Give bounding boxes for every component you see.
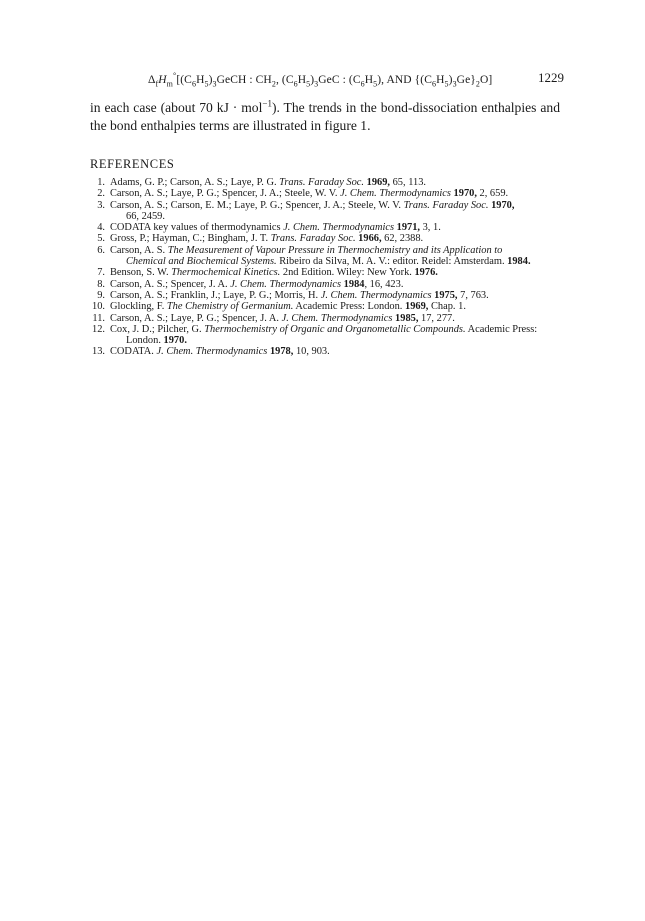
- reference-item: [90, 290, 572, 301]
- reference-volume: 66, 2459.: [126, 210, 165, 222]
- reference-year: 1969,: [366, 177, 391, 188]
- reference-authors: Carson, A. S.; Laye, P. G.; Spencer, J. A.: [110, 312, 282, 324]
- reference-number: 7.: [97, 267, 105, 279]
- page-number: 1229: [538, 70, 564, 85]
- header-h: H: [158, 74, 167, 86]
- reference-authors: CODATA.: [110, 346, 157, 358]
- reference-number: 9.: [97, 289, 105, 301]
- header-sub: 5: [444, 79, 449, 89]
- reference-number: 1.: [97, 177, 105, 188]
- reference-year: 1970,: [491, 199, 515, 211]
- reference-authors: Carson, A. S.; Laye, P. G.; Spencer, J. A.; Steele, W. V.: [110, 188, 341, 200]
- header-sub-m: m: [166, 79, 173, 89]
- reference-text: [110, 346, 572, 357]
- header-sub: 6: [191, 79, 197, 89]
- reference-authors: Carson, A. S.: [110, 244, 168, 256]
- reference-title: Trans. Faraday Soc.: [403, 199, 489, 211]
- reference-title: Chemical and Biochemical Systems.: [126, 256, 277, 268]
- reference-year: 1985,: [395, 312, 419, 324]
- delta-symbol: Δ: [148, 74, 156, 86]
- header-sub: 3: [212, 79, 217, 89]
- references-list: [90, 177, 572, 358]
- reference-authors: Cox, J. D.; Pilcher, G.: [110, 323, 205, 335]
- reference-volume: , 16, 423.: [364, 278, 404, 290]
- reference-title: The Measurement of Vapour Pressure in Thermochemistry and its Application to: [167, 244, 503, 256]
- header-text: ): [208, 74, 213, 86]
- header-text: ): [310, 74, 315, 86]
- header-text: ), AND {(C: [377, 74, 432, 86]
- header-text: (C: [180, 74, 192, 86]
- reference-year: 1971,: [396, 222, 421, 234]
- reference-number: 2.: [97, 188, 105, 200]
- reference-volume: 7, 763.: [457, 289, 489, 301]
- reference-number: 3.: [97, 199, 105, 211]
- reference-authors: Glockling, F.: [110, 301, 167, 313]
- reference-item: [90, 200, 572, 223]
- header-bracket: [: [176, 74, 181, 86]
- reference-year: 1966,: [358, 233, 382, 245]
- reference-volume: 2nd Edition. Wiley: New York.: [280, 267, 415, 279]
- reference-number: 8.: [97, 278, 105, 290]
- reference-text: [110, 222, 572, 233]
- reference-title: Thermochemistry of Organic and Organometallic Compounds.: [204, 323, 466, 335]
- reference-text: [110, 301, 572, 312]
- reference-volume: 10, 903.: [293, 346, 330, 358]
- reference-text: [110, 267, 572, 278]
- header-sup-o: °: [173, 71, 177, 81]
- reference-number: 12.: [92, 323, 105, 335]
- reference-number: 6.: [97, 244, 105, 256]
- reference-text: [110, 245, 572, 256]
- reference-year: 1978,: [269, 346, 294, 358]
- header-sub: 5: [204, 79, 209, 89]
- reference-item: [90, 313, 572, 324]
- reference-publisher: London.: [126, 335, 164, 347]
- reference-item: [90, 324, 572, 347]
- header-sub: 3: [314, 79, 319, 89]
- reference-authors: Benson, S. W.: [110, 267, 172, 279]
- reference-volume: Chap. 1.: [428, 301, 466, 313]
- reference-text: [110, 177, 572, 188]
- running-head: [148, 72, 568, 88]
- reference-authors: Carson, A. S.; Franklin, J.; Laye, P. G.; Morris, H.: [110, 289, 321, 301]
- header-sub: 6: [293, 79, 298, 89]
- reference-number: 5.: [97, 233, 105, 245]
- reference-year: 1984: [343, 278, 365, 290]
- reference-number: 11.: [92, 312, 105, 324]
- header-text: ): [448, 74, 453, 86]
- reference-authors: Carson, A. S.; Carson, E. M.; Laye, P. G.; Spencer, J. A.; Steele, W. V.: [110, 199, 404, 211]
- reference-title: J. Chem. Thermodynamics: [340, 188, 451, 200]
- header-text: H: [297, 74, 307, 86]
- reference-title: J. Chem. Thermodynamics: [156, 346, 268, 358]
- reference-title: J. Chem. Thermodynamics: [281, 312, 393, 324]
- header-text: GeCH : CH: [216, 74, 272, 86]
- header-sub: 5: [373, 79, 378, 89]
- reference-title: The Chemistry of Germanium.: [166, 301, 294, 313]
- reference-authors: CODATA key values of thermodynamics: [110, 222, 284, 234]
- reference-volume: 3, 1.: [420, 222, 441, 234]
- reference-year: 1984.: [507, 256, 531, 268]
- reference-item: [90, 301, 572, 312]
- reference-text: [110, 279, 572, 290]
- reference-item: [90, 245, 572, 268]
- header-text: Ge}: [456, 74, 476, 86]
- reference-authors: Carson, A. S.; Spencer, J. A.: [110, 278, 231, 290]
- reference-year: 1970,: [453, 188, 477, 200]
- paragraph-text: ). The trends in the bond-dissociation enthalpies and the bond enthalpies terms are illustrated in figure 1.: [90, 100, 560, 133]
- reference-authors: Gross, P.; Hayman, C.; Bingham, J. T.: [110, 233, 271, 245]
- reference-item: [90, 233, 572, 244]
- header-text: H: [436, 74, 445, 86]
- paragraph: [90, 99, 560, 135]
- reference-volume: 17, 277.: [418, 312, 455, 324]
- reference-item: [90, 346, 572, 357]
- reference-item: [90, 188, 572, 199]
- header-sub: 5: [306, 79, 311, 89]
- reference-title: Trans. Faraday Soc.: [270, 233, 356, 245]
- reference-text: [110, 188, 572, 199]
- reference-volume: 2, 659.: [476, 188, 509, 200]
- header-text: H: [364, 74, 374, 86]
- reference-continuation: [110, 211, 572, 222]
- reference-title: Thermochemical Kinetics.: [171, 267, 281, 279]
- header-sub: 6: [432, 79, 437, 89]
- body-paragraph: [90, 99, 560, 135]
- reference-year: 1970.: [163, 335, 187, 347]
- reference-authors: Adams, G. P.; Carson, A. S.; Laye, P. G.: [110, 177, 280, 188]
- header-sub: 2: [271, 79, 276, 89]
- reference-year: 1976.: [414, 267, 438, 279]
- reference-volume: 62, 2388.: [381, 233, 424, 245]
- reference-number: 10.: [92, 301, 105, 313]
- reference-item: [90, 279, 572, 290]
- reference-number: 4.: [97, 222, 105, 234]
- reference-publisher: Ribeiro da Silva, M. A. V.: editor. Reidel: Amsterdam.: [276, 256, 508, 268]
- header-text: H: [196, 74, 205, 86]
- reference-text: [110, 233, 572, 244]
- header-sub: 3: [452, 79, 457, 89]
- reference-continuation: [110, 335, 572, 346]
- header-sub: 2: [475, 79, 481, 89]
- reference-text: [110, 290, 572, 301]
- reference-volume: Academic Press:: [465, 323, 538, 335]
- reference-volume: 65, 113.: [390, 177, 426, 188]
- reference-title: J. Chem. Thermodynamics: [320, 289, 432, 301]
- reference-text: [110, 200, 572, 211]
- header-text: GeC : (C: [318, 74, 361, 86]
- references-heading: REFERENCES: [90, 157, 175, 171]
- reference-volume: Academic Press: London.: [293, 301, 406, 313]
- reference-continuation: [110, 256, 572, 267]
- reference-title: J. Chem. Thermodynamics: [230, 278, 342, 290]
- header-text: O]: [480, 74, 493, 86]
- reference-text: [110, 313, 572, 324]
- reference-year: 1969,: [405, 301, 429, 313]
- reference-text: [110, 324, 572, 335]
- header-sub-f: f: [155, 79, 159, 89]
- header-sub: 6: [360, 79, 365, 89]
- header-text: , (C: [275, 74, 294, 86]
- reference-number: 13.: [92, 346, 105, 358]
- paragraph-text: in each case (about 70 kJ · mol: [90, 100, 263, 115]
- reference-title: J. Chem. Thermodynamics: [283, 222, 395, 234]
- reference-year: 1975,: [434, 289, 458, 301]
- reference-title: Trans. Faraday Soc.: [279, 177, 365, 188]
- reference-item: [90, 177, 572, 188]
- reference-item: [90, 267, 572, 278]
- reference-item: [90, 222, 572, 233]
- paragraph-superscript: −1: [262, 98, 272, 109]
